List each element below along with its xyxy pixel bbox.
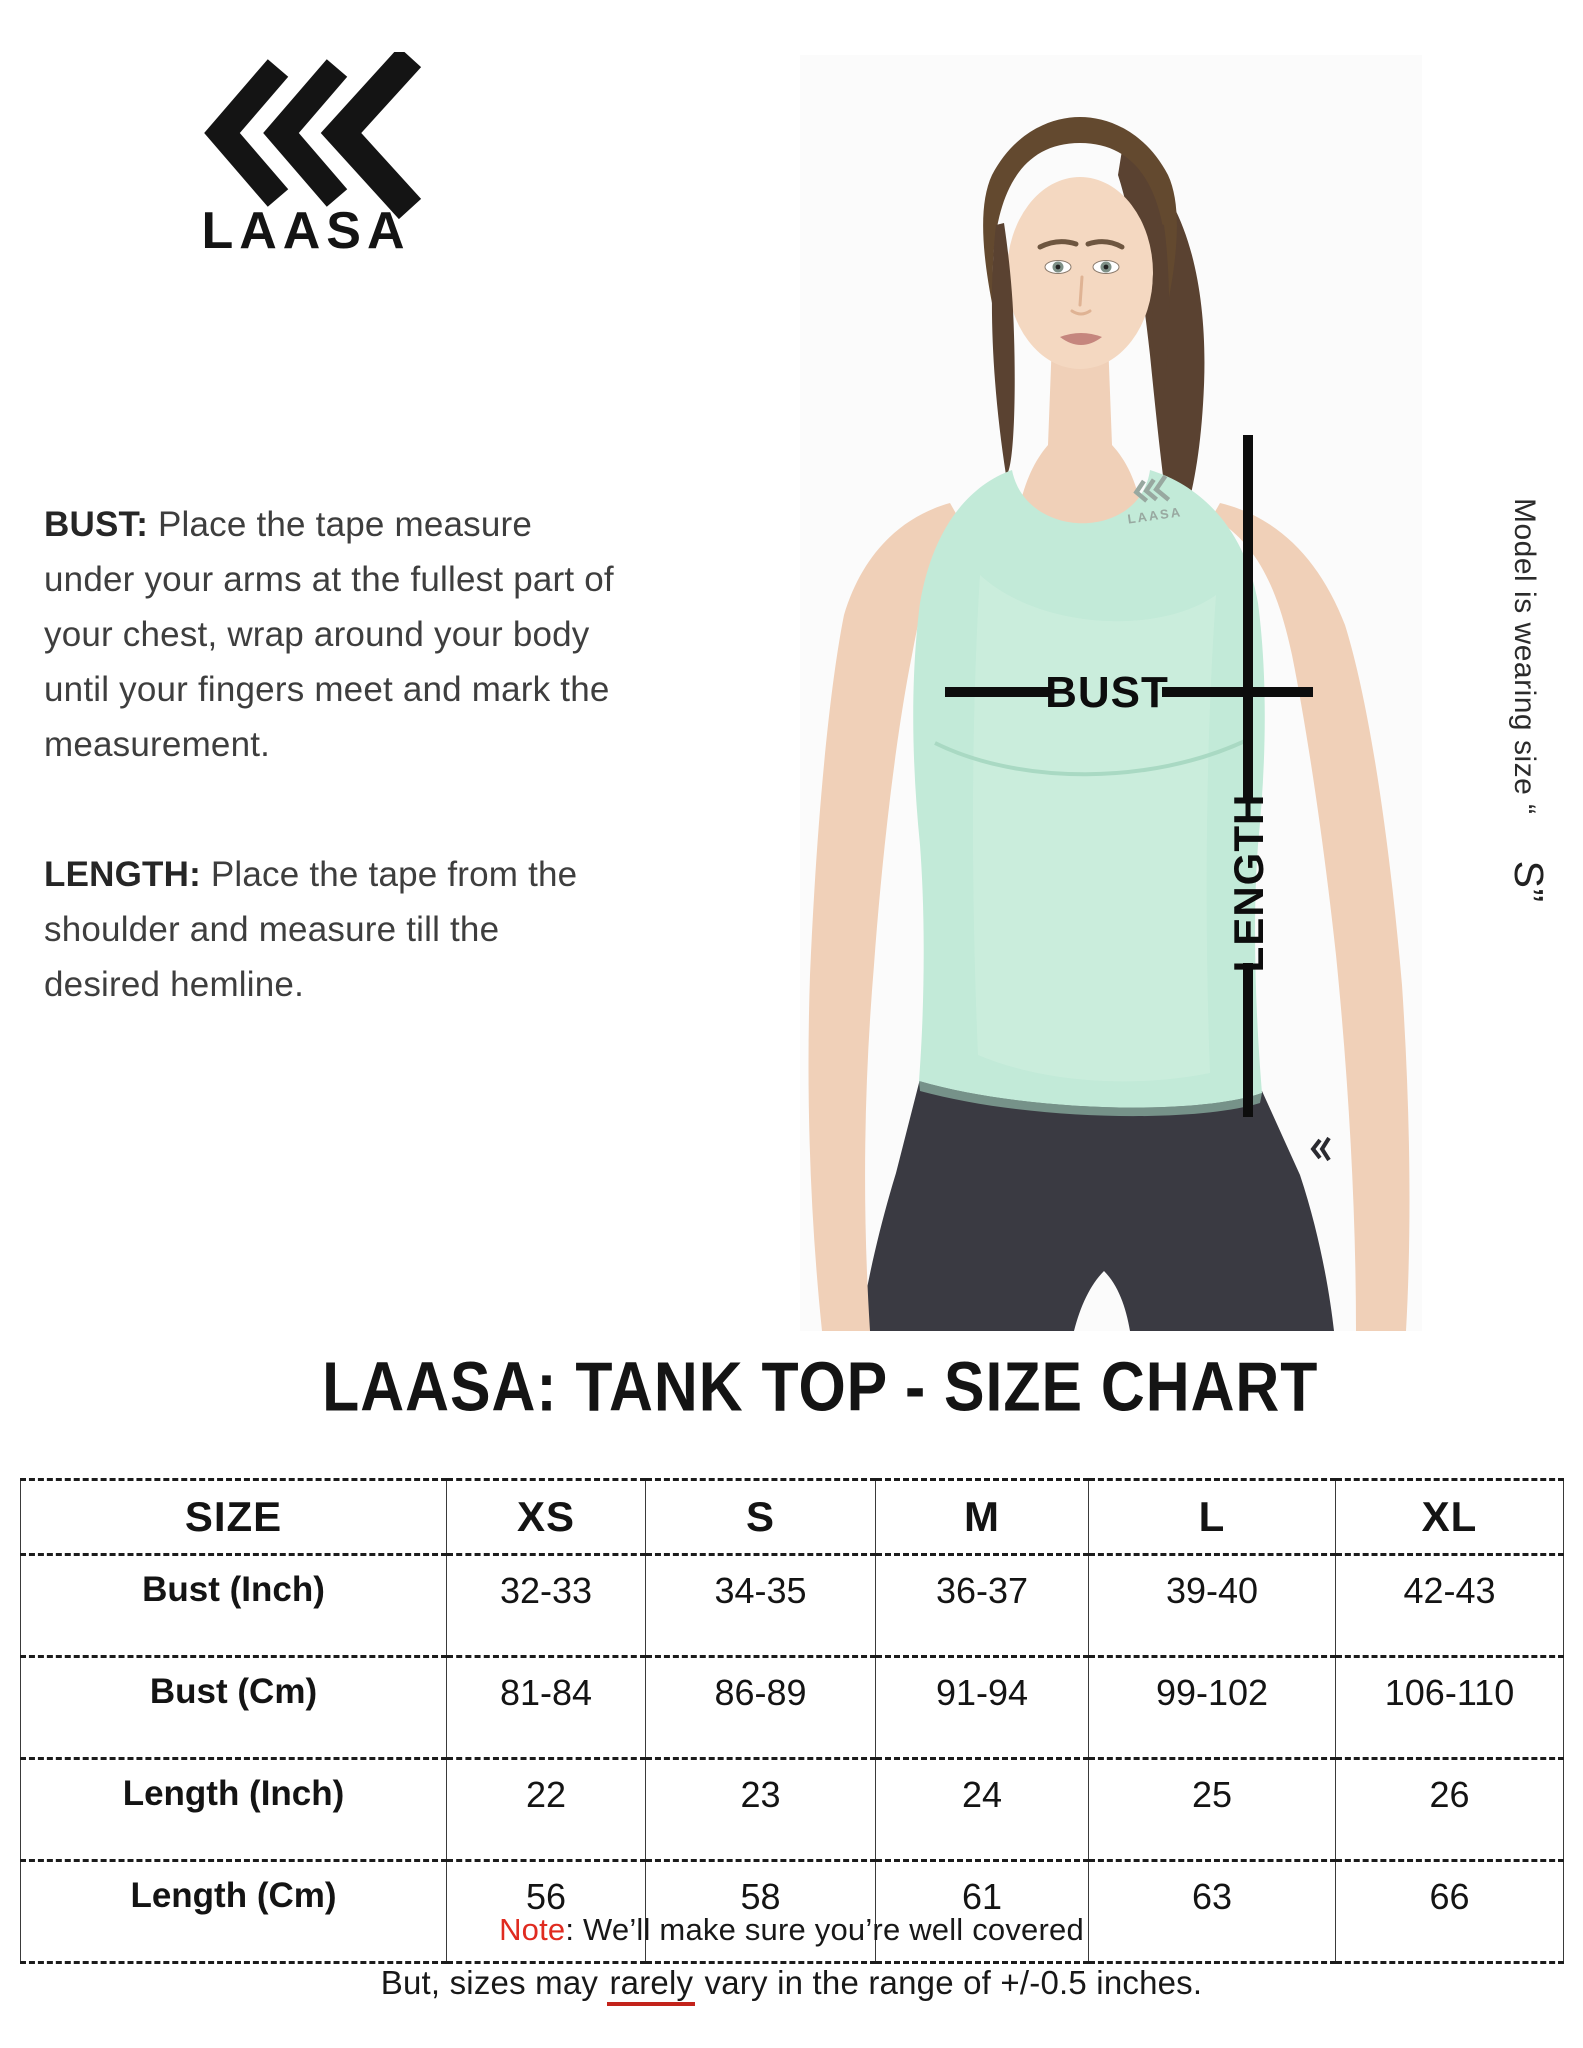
footer-note-label: Note [499, 1912, 566, 1947]
bust-instructions-label: BUST: [44, 505, 149, 544]
bust-instructions-text: Place the tape measure under your arms at the fullest part of your chest, wrap around your body until your fingers meet and mark the measurement. [44, 505, 614, 764]
cell-bust-inch-m: 36-37 [876, 1555, 1089, 1657]
tank-highlight [973, 575, 1216, 1081]
cell-length-inch-m: 24 [876, 1759, 1089, 1861]
laasa-logo-graphic [158, 52, 450, 258]
cell-bust-cm-s: 86-89 [646, 1657, 876, 1759]
cell-length-cm-xl: 66 [1336, 1861, 1564, 1963]
col-header-m: M [876, 1480, 1089, 1555]
col-header-s: S [646, 1480, 876, 1555]
footer-caveat-underlined: rarely [607, 1966, 695, 2006]
model-size-note-text: Model is wearing size “ [1508, 498, 1541, 815]
cell-bust-cm-xl: 106-110 [1336, 1657, 1564, 1759]
length-instructions-text: Place the tape from the shoulder and measure till the desired hemline. [44, 855, 578, 1004]
table-header-row [21, 1480, 1564, 1555]
footer-caveat-prefix: But, sizes may [380, 1964, 608, 2001]
length-instructions [44, 847, 622, 1012]
footer-note-text: : We’ll make sure you’re well covered [565, 1912, 1084, 1947]
cell-length-cm-s: 58 [646, 1861, 876, 1963]
bust-line-label: BUST [1045, 668, 1169, 717]
garment-chest-logo-text: LAASA [1126, 504, 1183, 527]
brand-wordmark: LAASA [201, 202, 411, 258]
cell-length-cm-l: 63 [1089, 1861, 1336, 1963]
length-instructions-label: LENGTH: [44, 855, 201, 894]
cell-length-inch-xs: 22 [447, 1759, 646, 1861]
cell-bust-inch-s: 34-35 [646, 1555, 876, 1657]
model-photo [800, 55, 1422, 1331]
length-line-label: LENGTH [1225, 793, 1272, 973]
triple-chevron-icon [222, 57, 410, 209]
table-row [21, 1555, 1564, 1657]
col-header-xs: XS [447, 1480, 646, 1555]
brand-logo [158, 52, 450, 258]
model-size-note [1506, 498, 1552, 968]
col-header-size: SIZE [21, 1480, 447, 1555]
row-label-bust-cm: Bust (Cm) [21, 1657, 447, 1759]
row-label-length-inch: Length (Inch) [21, 1759, 447, 1861]
model-size-value: S” [1506, 860, 1552, 903]
cell-length-inch-xl: 26 [1336, 1759, 1564, 1861]
cell-bust-cm-xs: 81-84 [447, 1657, 646, 1759]
size-chart-table [20, 1478, 1564, 1964]
row-label-bust-inch: Bust (Inch) [21, 1555, 447, 1657]
footer-caveat-suffix: vary in the range of +/-0.5 inches. [695, 1964, 1203, 2001]
col-header-xl: XL [1336, 1480, 1564, 1555]
model-illustration [800, 55, 1422, 1331]
footer-note [0, 1912, 1583, 1948]
table-row [21, 1759, 1564, 1861]
cell-bust-cm-m: 91-94 [876, 1657, 1089, 1759]
table-row [21, 1657, 1564, 1759]
cell-bust-inch-l: 39-40 [1089, 1555, 1336, 1657]
cell-length-inch-l: 25 [1089, 1759, 1336, 1861]
cell-length-cm-m: 61 [876, 1861, 1089, 1963]
page-title: LAASA: TANK TOP - SIZE CHART [322, 1348, 1319, 1427]
row-label-length-cm: Length (Cm) [21, 1861, 447, 1963]
cell-bust-cm-l: 99-102 [1089, 1657, 1336, 1759]
col-header-l: L [1089, 1480, 1336, 1555]
bust-instructions [44, 497, 622, 772]
footer-caveat [0, 1964, 1583, 2006]
cell-length-cm-xs: 56 [447, 1861, 646, 1963]
cell-bust-inch-xl: 42-43 [1336, 1555, 1564, 1657]
cell-length-inch-s: 23 [646, 1759, 876, 1861]
cell-bust-inch-xs: 32-33 [447, 1555, 646, 1657]
